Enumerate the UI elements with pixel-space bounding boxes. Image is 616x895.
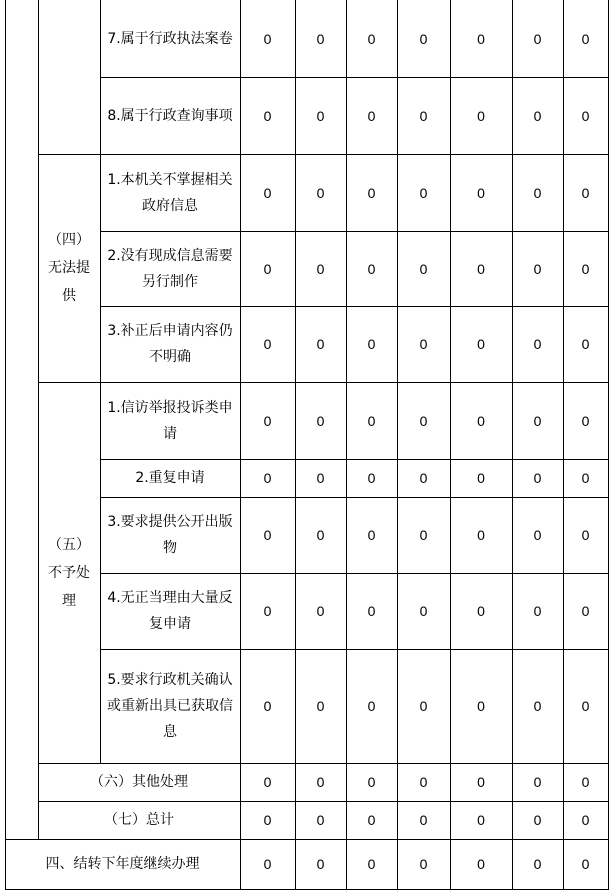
value-cell: 0 bbox=[367, 812, 376, 828]
value-cell: 0 bbox=[263, 30, 272, 47]
value-cell: 0 bbox=[316, 260, 325, 277]
value-cell: 0 bbox=[477, 184, 485, 201]
value-cell: 0 bbox=[477, 812, 485, 828]
value-cell: 0 bbox=[316, 107, 325, 124]
value-cell: 0 bbox=[581, 470, 590, 486]
value-cell: 0 bbox=[581, 856, 590, 872]
value-cell: 0 bbox=[581, 260, 590, 277]
value-cell: 0 bbox=[263, 856, 272, 872]
value-cell: 0 bbox=[367, 30, 376, 47]
value-cell: 0 bbox=[581, 336, 590, 352]
value-cell: 0 bbox=[367, 698, 376, 714]
value-cell: 0 bbox=[263, 812, 272, 828]
value-cell: 0 bbox=[263, 527, 272, 543]
value-cell: 0 bbox=[316, 856, 325, 872]
value-cell: 0 bbox=[581, 107, 590, 124]
value-cell: 0 bbox=[419, 107, 428, 124]
value-cell: 0 bbox=[316, 336, 325, 352]
value-cell: 0 bbox=[263, 412, 272, 429]
value-cell: 0 bbox=[533, 812, 542, 828]
value-cell: 0 bbox=[419, 184, 428, 201]
value-cell: 0 bbox=[581, 603, 590, 619]
value-cell: 0 bbox=[477, 412, 485, 429]
value-cell: 0 bbox=[533, 603, 542, 619]
value-cell: 0 bbox=[477, 603, 485, 619]
value-cell: 0 bbox=[316, 412, 325, 429]
value-cell: 0 bbox=[581, 412, 590, 429]
value-cell: 0 bbox=[367, 107, 376, 124]
value-cell: 0 bbox=[533, 774, 542, 790]
value-cell: 0 bbox=[367, 856, 376, 872]
value-cell: 0 bbox=[419, 812, 428, 828]
value-cell: 0 bbox=[367, 527, 376, 543]
value-cell: 0 bbox=[581, 812, 590, 828]
value-cell: 0 bbox=[581, 698, 590, 714]
row-label: 1.信访举报投诉类申请 bbox=[107, 399, 233, 442]
value-cell: 0 bbox=[367, 184, 376, 201]
value-cell: 0 bbox=[263, 184, 272, 201]
value-cell: 0 bbox=[477, 336, 485, 352]
value-cell: 0 bbox=[581, 30, 590, 47]
value-cell: 0 bbox=[316, 774, 325, 790]
value-cell: 0 bbox=[533, 470, 542, 486]
value-cell: 0 bbox=[367, 260, 376, 277]
row-label: 1.本机关不掌握相关政府信息 bbox=[107, 171, 233, 214]
table-right-border bbox=[608, 0, 609, 889]
value-cell: 0 bbox=[419, 412, 428, 429]
value-cell: 0 bbox=[316, 603, 325, 619]
value-cell: 0 bbox=[581, 184, 590, 201]
value-cell: 0 bbox=[316, 812, 325, 828]
value-cell: 0 bbox=[367, 336, 376, 352]
value-cell: 0 bbox=[533, 184, 542, 201]
value-cell: 0 bbox=[477, 30, 485, 47]
value-cell: 0 bbox=[581, 774, 590, 790]
value-cell: 0 bbox=[419, 603, 428, 619]
table-left-border bbox=[5, 0, 6, 889]
table-bottom-border bbox=[5, 889, 609, 890]
value-cell: 0 bbox=[263, 774, 272, 790]
row-label: 2.重复申请 bbox=[135, 470, 205, 486]
value-cell: 0 bbox=[367, 603, 376, 619]
value-cell: 0 bbox=[316, 184, 325, 201]
row-label: 3.要求提供公开出版物 bbox=[107, 514, 233, 556]
category-label: （五）不予处理 bbox=[48, 536, 90, 609]
value-cell: 0 bbox=[263, 260, 272, 277]
value-cell: 0 bbox=[477, 774, 485, 790]
value-cell: 0 bbox=[419, 527, 428, 543]
category-label: （四）无法提供 bbox=[48, 232, 90, 304]
value-cell: 0 bbox=[477, 527, 485, 543]
row-label: 2.没有现成信息需要另行制作 bbox=[107, 247, 233, 290]
value-cell: 0 bbox=[477, 260, 485, 277]
value-cell: 0 bbox=[316, 698, 325, 714]
value-cell: 0 bbox=[419, 774, 428, 790]
value-cell: 0 bbox=[533, 412, 542, 429]
value-cell: 0 bbox=[533, 527, 542, 543]
value-cell: 0 bbox=[316, 30, 325, 47]
value-cell: 0 bbox=[367, 774, 376, 790]
value-cell: 0 bbox=[477, 107, 485, 124]
row-label: 8.属于行政查询事项 bbox=[107, 107, 233, 124]
value-cell: 0 bbox=[419, 470, 428, 486]
merged-row-label: （七）总计 bbox=[104, 812, 174, 828]
value-cell: 0 bbox=[367, 412, 376, 429]
value-cell: 0 bbox=[263, 107, 272, 124]
row-label: 5.要求行政机关确认或重新出具已获取信息 bbox=[107, 672, 233, 740]
value-cell: 0 bbox=[533, 30, 542, 47]
merged-row-label: （六）其他处理 bbox=[90, 774, 188, 790]
value-cell: 0 bbox=[419, 30, 428, 47]
value-cell: 0 bbox=[477, 470, 485, 486]
row-label: 4.无正当理由大量反复申请 bbox=[107, 590, 233, 632]
value-cell: 0 bbox=[533, 260, 542, 277]
value-cell: 0 bbox=[533, 107, 542, 124]
value-cell: 0 bbox=[367, 470, 376, 486]
row-label: 7.属于行政执法案卷 bbox=[107, 30, 233, 47]
value-cell: 0 bbox=[316, 527, 325, 543]
final-row-label: 四、结转下年度继续办理 bbox=[45, 856, 200, 872]
value-cell: 0 bbox=[316, 470, 325, 486]
value-cell: 0 bbox=[419, 260, 428, 277]
value-cell: 0 bbox=[419, 698, 428, 714]
value-cell: 0 bbox=[581, 527, 590, 543]
value-cell: 0 bbox=[419, 856, 428, 872]
value-cell: 0 bbox=[533, 856, 542, 872]
value-cell: 0 bbox=[263, 603, 272, 619]
value-cell: 0 bbox=[533, 698, 542, 714]
row-label: 3.补正后申请内容仍不明确 bbox=[107, 323, 233, 365]
value-cell: 0 bbox=[533, 336, 542, 352]
value-cell: 0 bbox=[263, 698, 272, 714]
value-cell: 0 bbox=[477, 698, 485, 714]
value-cell: 0 bbox=[419, 336, 428, 352]
value-cell: 0 bbox=[263, 470, 272, 486]
value-cell: 0 bbox=[263, 336, 272, 352]
value-cell: 0 bbox=[477, 856, 485, 872]
